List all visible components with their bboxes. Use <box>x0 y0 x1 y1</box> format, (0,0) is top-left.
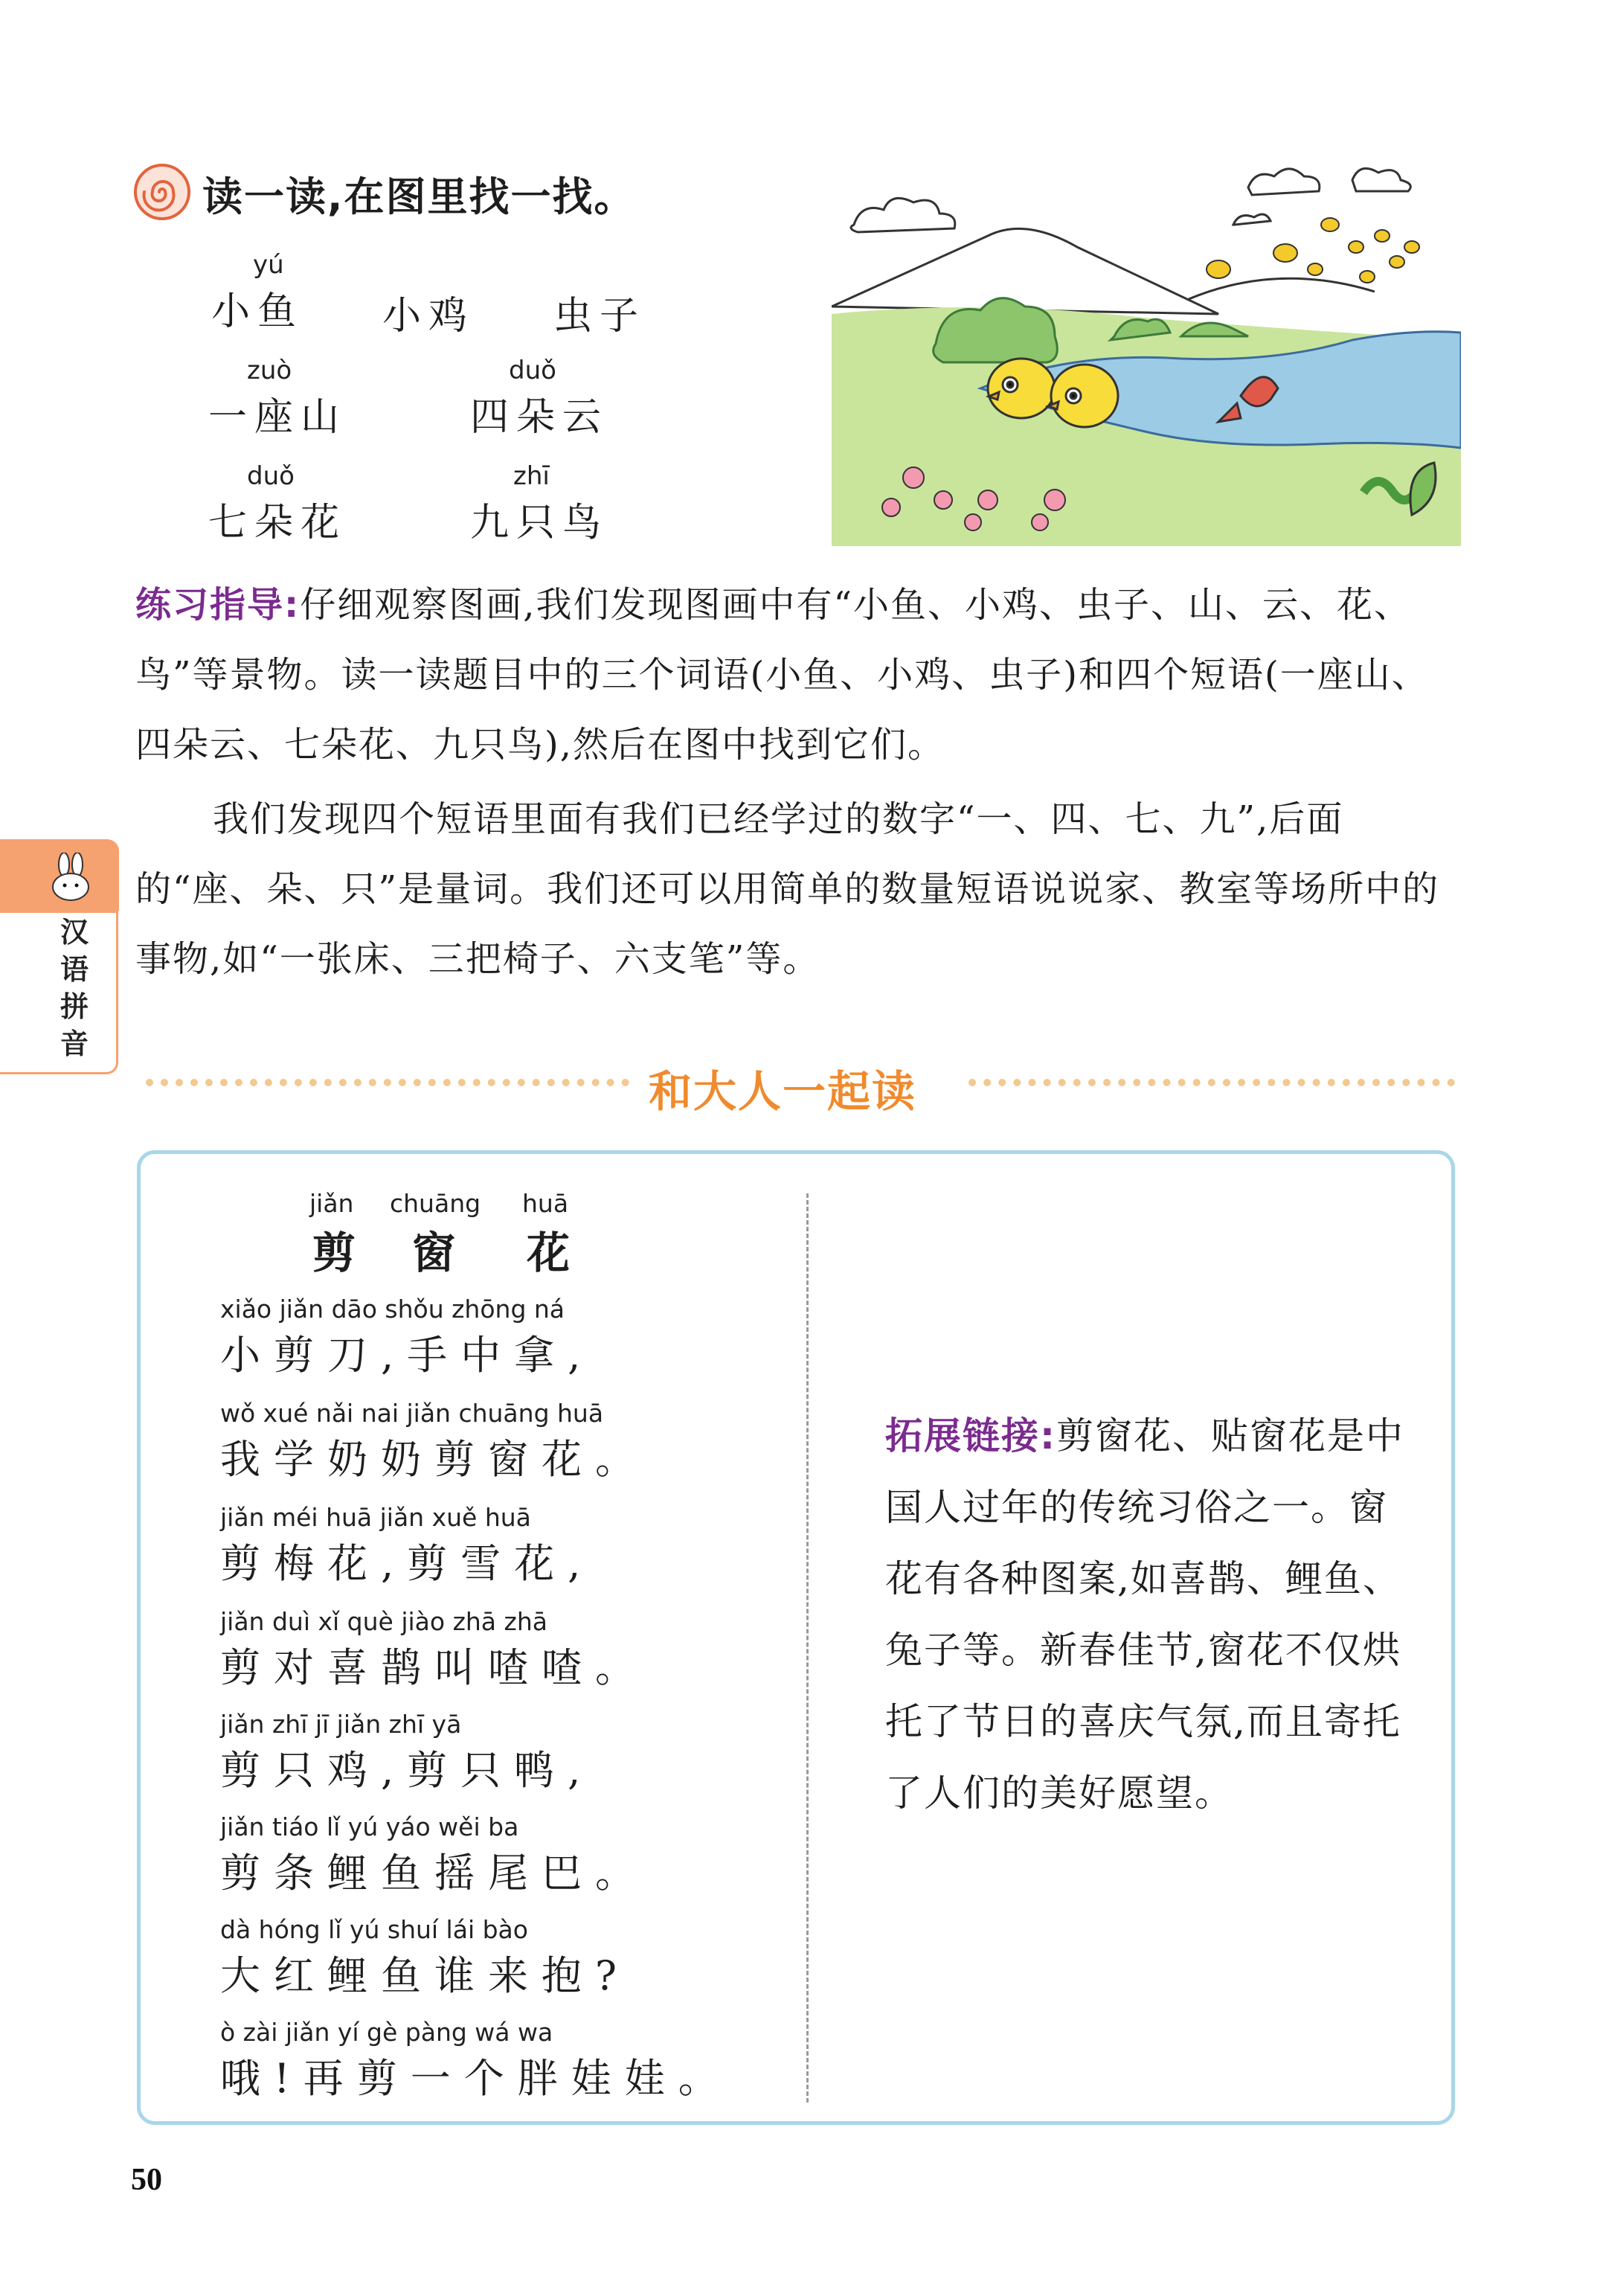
side-tab-label: 汉语拼音 <box>60 916 89 1060</box>
spiral-icon <box>132 162 192 222</box>
box-divider <box>806 1193 809 2103</box>
read-together-title: 和大人一起读 <box>649 1066 917 1117</box>
phrase: 九只鸟 <box>470 501 609 545</box>
dotted-divider-right <box>968 1079 1455 1094</box>
pinyin: duǒ <box>509 356 556 385</box>
word: 虫子 <box>553 294 646 339</box>
rabbit-icon <box>45 853 97 905</box>
guidance-paragraph <box>135 570 1459 780</box>
section-heading: 读一读,在图里找一找。 <box>202 173 636 220</box>
pinyin: zhī <box>513 461 550 491</box>
phrase-item <box>208 356 347 441</box>
word: 小鱼 <box>211 289 304 334</box>
phrase-item <box>470 461 608 547</box>
extension-label: 拓展链接: <box>885 1414 1056 1458</box>
poem-line: dà hóng lǐ yú shuí lái bào 大红鲤鱼谁来抱? <box>220 1915 630 1999</box>
word-item <box>553 284 646 340</box>
guidance-label: 练习指导: <box>135 584 301 626</box>
extension-text: 剪窗花、贴窗花是中国人过年的传统习俗之一。窗花有各种图案,如喜鹊、鲤鱼、兔子等。新春佳节,窗花不仅烘托了节日的喜庆气氛,而且寄托了人们的美好愿望。 <box>885 1414 1404 1815</box>
phrase: 七朵花 <box>208 501 347 545</box>
poem-line: jiǎn duì xǐ què jiào zhā zhā 剪对喜鹊叫喳喳。 <box>220 1607 649 1691</box>
guidance-text: 仔细观察图画,我们发现图画中有“小鱼、小鸡、虫子、山、云、花、鸟”等景物。读一读题目中的三个词语(小鱼、小鸡、虫子)和四个短语(一座山、四朵云、七朵花、九只鸟),然后在图中找到它们。 <box>135 584 1429 766</box>
poem-line: wǒ xué nǎi nai jiǎn chuāng huā 我学奶奶剪窗花。 <box>220 1399 649 1483</box>
side-tab <box>0 839 121 1070</box>
poem-title-char: huā 花 <box>522 1189 578 1278</box>
poem-line: jiǎn zhī jī jiǎn zhī yā 剪只鸡,剪只鸭, <box>220 1710 594 1794</box>
scene-illustration <box>832 165 1461 546</box>
poem-line: jiǎn méi huā jiǎn xuě huā 剪梅花,剪雪花, <box>220 1503 594 1587</box>
pinyin: yú <box>253 250 284 280</box>
word: 小鸡 <box>382 294 475 339</box>
extension-paragraph <box>885 1400 1421 1829</box>
dotted-divider-left <box>146 1079 629 1094</box>
page-number: 50 <box>131 2163 162 2197</box>
word-item <box>211 250 303 336</box>
phrase-item <box>208 461 347 547</box>
pinyin: zuò <box>247 356 292 385</box>
pinyin: duǒ <box>247 461 295 491</box>
word-item <box>382 284 475 340</box>
phrase-item <box>470 356 608 441</box>
poem-line: ò zài jiǎn yí gè pàng wá wa 哦!再剪一个胖娃娃。 <box>220 2018 732 2102</box>
poem-title-char: chuāng 窗 <box>390 1189 481 1278</box>
bird-icon <box>1207 218 1419 283</box>
guidance-paragraph-2: 我们发现四个短语里面有我们已经学过的数字“一、四、七、九”,后面的“座、朵、只”是量词。我们还可以用简单的数量短语说说家、教室等场所中的事物,如“一张床、三把椅子、六支笔”等。 <box>135 798 1440 980</box>
phrase: 四朵云 <box>470 395 609 440</box>
poem-line: xiǎo jiǎn dāo shǒu zhōng ná 小剪刀,手中拿, <box>220 1295 594 1379</box>
phrase: 一座山 <box>208 395 347 440</box>
poem-line: jiǎn tiáo lǐ yú yáo wěi ba 剪条鲤鱼摇尾巴。 <box>220 1812 649 1896</box>
poem-title-char: jiǎn 剪 <box>309 1189 364 1278</box>
